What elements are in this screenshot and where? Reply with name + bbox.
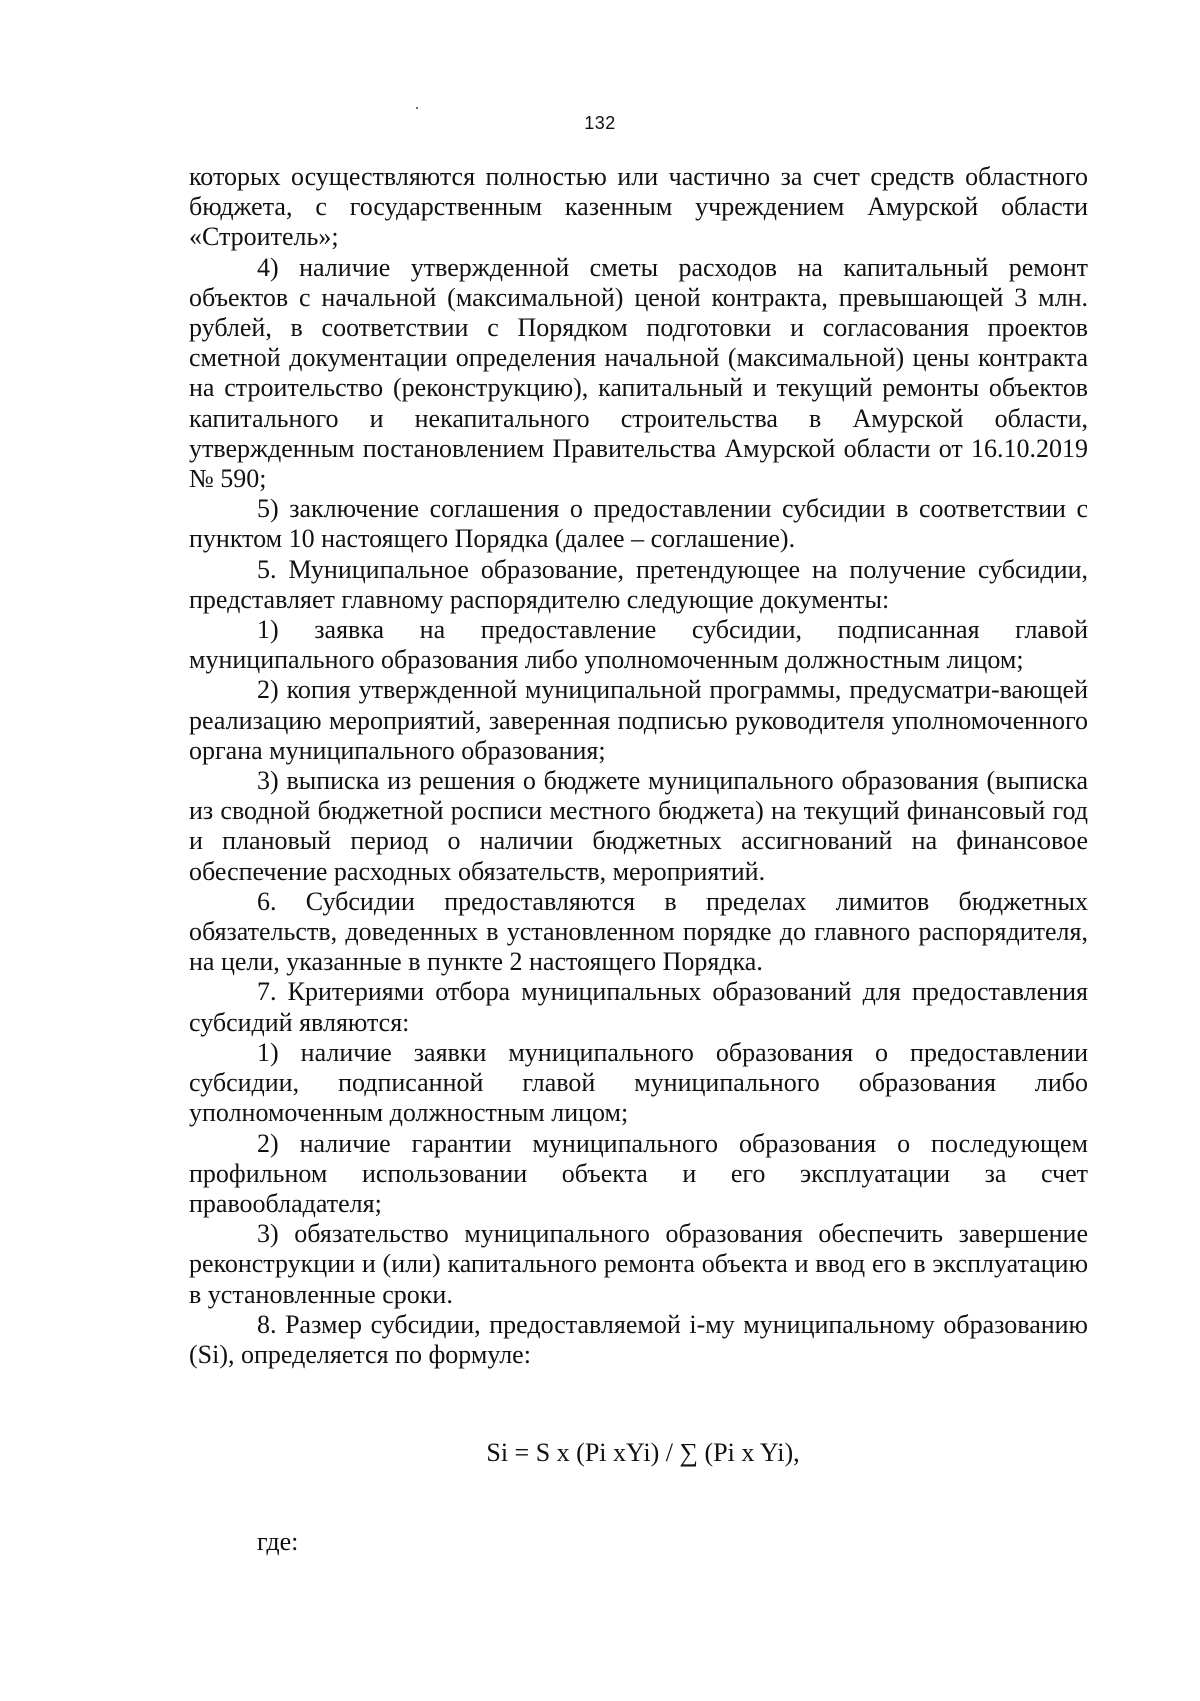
paragraph: 2) наличие гарантии муниципального образования о последующем профильном использовании объекта и его эксплуатации за счет правообладателя;	[189, 1128, 1088, 1218]
paragraph: 3) выписка из решения о бюджете муниципального образования (выписка из сводной бюджетной росписи местного бюджета) на текущий финансовый год и плановый период о наличии бюджетных ассигнований на финансовое обеспечение расходных обязательств, мероприятий.	[189, 766, 1088, 886]
paragraph: 1) наличие заявки муниципального образования о предоставлении субсидии, подписанной главой муниципального образования либо уполномоченным должностным лицом;	[189, 1037, 1088, 1128]
paragraph: 4) наличие утвержденной сметы расходов на капитальный ремонт объектов с начальной (максимальной) ценой контракта, превышающей 3 млн. рублей, в соответствии с Порядком подготовки и согласования проектов сметной документации определения начальной (максимальной) цены контракта на строительство (реконструкцию), капитальный и текущий ремонты объектов капитального и некапитального строительства в Амурской области, утвержденным постановлением Правительства Амурской области от 16.10.2019 № 590;	[189, 252, 1088, 494]
document-body	[189, 162, 1088, 1370]
paragraph: 6. Субсидии предоставляются в пределах лимитов бюджетных обязательств, доведенных в установленном порядке до главного распорядителя, на цели, указанные в пункте 2 настоящего Порядка.	[189, 886, 1088, 977]
scan-speck	[416, 107, 418, 109]
paragraph: 5) заключение соглашения о предоставлении субсидии в соответствии с пунктом 10 настоящего Порядка (далее – соглашение).	[189, 494, 1088, 554]
paragraph: 3) обязательство муниципального образования обеспечить завершение реконструкции и (или) капитального ремонта объекта и ввод его в эксплуатацию в установленные сроки.	[189, 1219, 1088, 1309]
paragraph: которых осуществляются полностью или частично за счет средств областного бюджета, с государственным казенным учреждением Амурской области «Строитель»;	[189, 162, 1088, 252]
paragraph: 1) заявка на предоставление субсидии, подписанная главой муниципального образования либо уполномоченным должностным лицом;	[189, 615, 1088, 675]
page-number: 132	[584, 113, 616, 133]
where-label: где:	[257, 1527, 299, 1556]
paragraph: 7. Критериями отбора муниципальных образований для предоставления субсидий являются:	[189, 977, 1088, 1037]
subsidy-formula: Si = S x (Pi xYi) / ∑ (Pi x Yi),	[486, 1438, 800, 1467]
paragraph: 5. Муниципальное образование, претендующее на получение субсидии, представляет главному распорядителю следующие документы:	[189, 554, 1088, 614]
paragraph: 2) копия утвержденной муниципальной программы, предусматри-вающей реализацию мероприятий, заверенная подписью руководителя уполномоченного органа муниципального образования;	[189, 675, 1088, 765]
paragraph: 8. Размер субсидии, предоставляемой i-му муниципальному образованию (Si), определяется по формуле:	[189, 1309, 1088, 1369]
